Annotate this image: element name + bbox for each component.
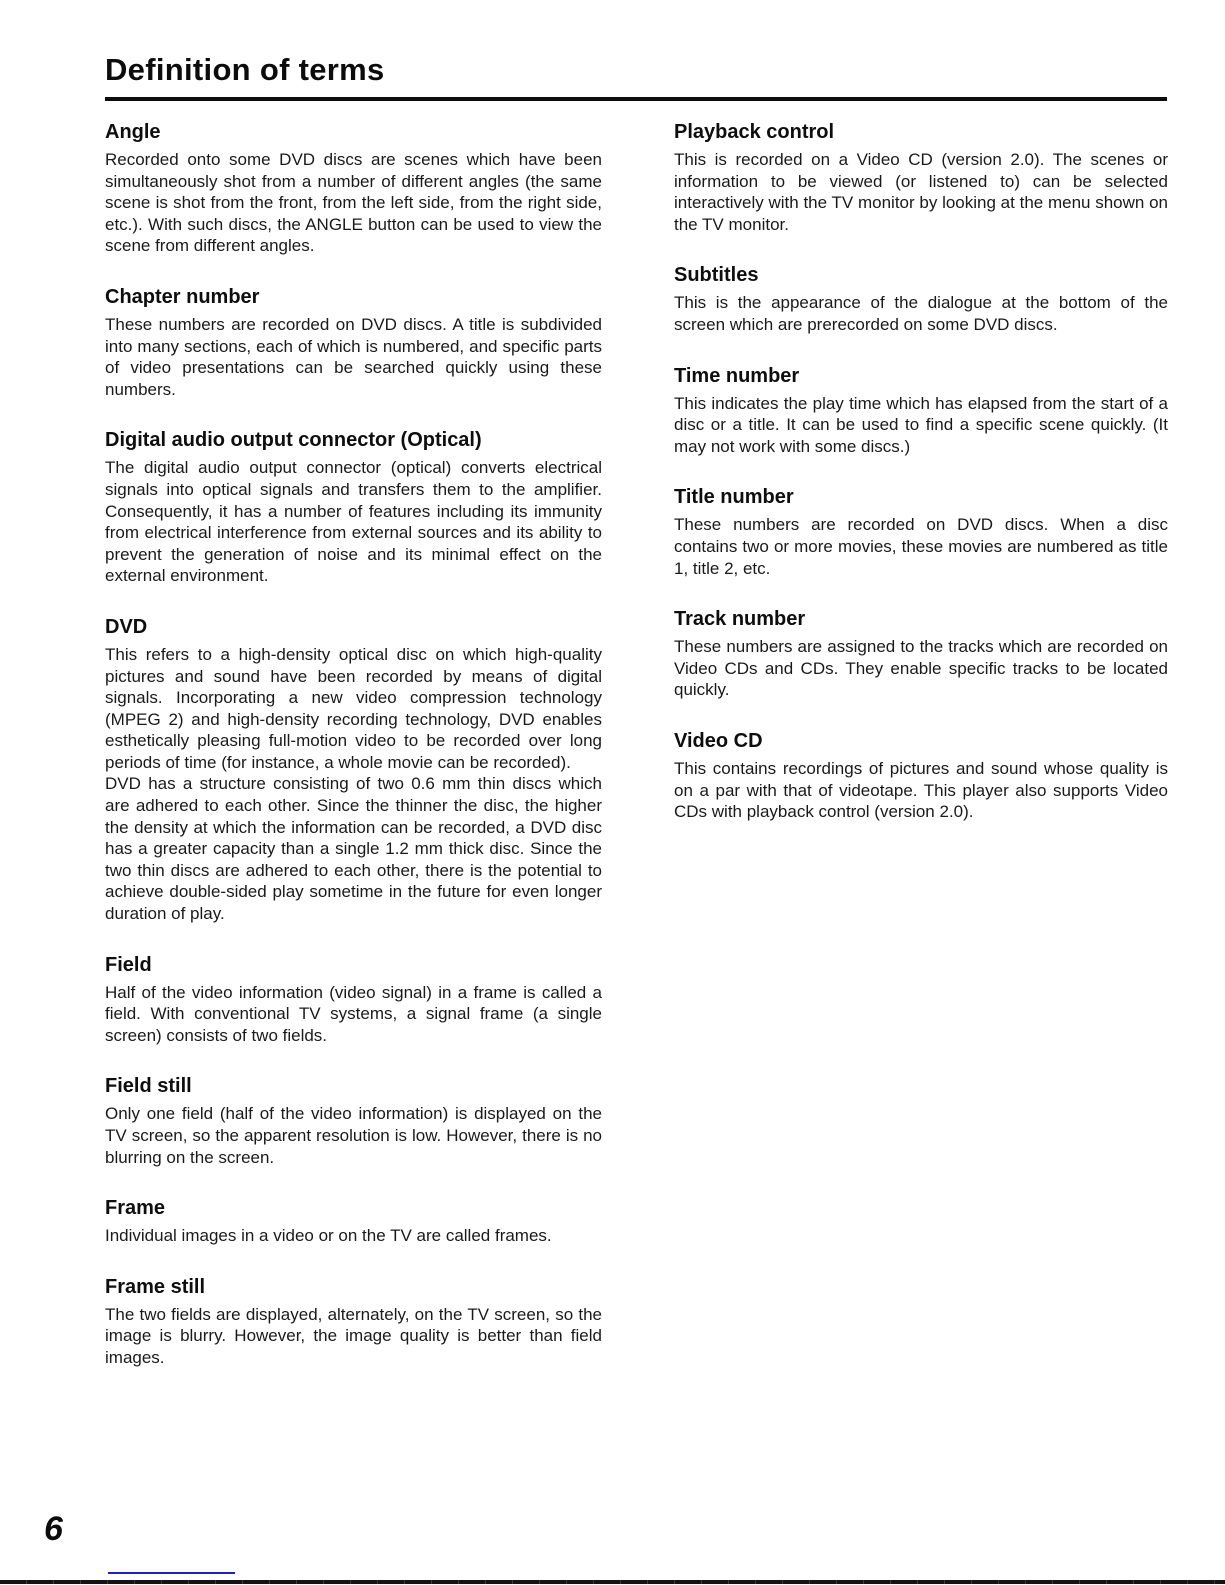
section-video-cd — [674, 730, 1168, 823]
section-field — [105, 954, 602, 1047]
section-field-still — [105, 1075, 602, 1168]
term-body: Individual images in a video or on the TV are called frames. — [105, 1226, 552, 1246]
term-heading: Frame still — [105, 1275, 206, 1298]
right-column — [674, 121, 1168, 1398]
term-heading: DVD — [105, 615, 148, 638]
term-body: These numbers are recorded on DVD discs. A title is subdivided into many sections, each of which is numbered, and specific parts of video presentations can be searched quickly using these numbers. — [105, 314, 602, 399]
left-column — [105, 121, 602, 1398]
term-heading: Field still — [105, 1075, 192, 1098]
term-body: The digital audio output connector (optical) converts electrical signals into optical signals and transfers them to the amplifier. Consequently, it has a number of features including its immunity from electrical interference from external sources and its ability to prevent the generation of noise and its minimal effect on the external environment. — [105, 458, 602, 586]
section-angle — [105, 121, 602, 257]
term-body: These numbers are assigned to the tracks which are recorded on Video CDs and CDs. They enable specific tracks to be located quickly. — [674, 637, 1168, 700]
term-body: This indicates the play time which has elapsed from the start of a disc or a title. It can be used to find a specific scene quickly. (It may not work with some discs.) — [674, 393, 1168, 456]
term-heading: Subtitles — [674, 264, 759, 287]
term-body: Recorded onto some DVD discs are scenes which have been simultaneously shot from a number of different angles (the same scene is shot from the front, from the left side, from the right side, etc.). With such discs, the ANGLE button can be used to view the scene from different angles. — [105, 150, 602, 256]
section-frame — [105, 1197, 602, 1247]
term-body: This contains recordings of pictures and sound whose quality is on a par with that of videotape. This player also supports Video CDs with playback control (version 2.0). — [674, 758, 1168, 822]
term-body: Only one field (half of the video information) is displayed on the TV screen, so the apparent resolution is low. However, there is no blurring on the screen. — [105, 1104, 602, 1167]
title-rule — [105, 97, 1167, 101]
section-chapter-number — [105, 286, 602, 400]
page-title: Definition of terms — [105, 52, 385, 87]
term-heading: Playback control — [674, 121, 835, 143]
term-body: Half of the video information (video signal) in a frame is called a field. With conventional TV systems, a signal frame (a single screen) consists of two fields. — [105, 982, 602, 1045]
section-dvd — [105, 616, 602, 925]
term-heading: Time number — [674, 364, 800, 387]
term-heading: Chapter number — [105, 285, 260, 308]
footer-accent-line — [108, 1572, 235, 1574]
term-heading: Frame — [105, 1197, 166, 1220]
term-body-continued: DVD has a structure consisting of two 0.6 mm thin discs which are adhered to each other. Since the thinner the disc, the higher the density at which the information can be recorded, a DVD disc has a greater capacity than a single 1.2 mm thick disc. Since the two thin discs are adhered to each other, there is the potential to achieve double-sided play sometime in the future for even longer duration of play. — [105, 774, 602, 924]
section-digital-audio-output — [105, 429, 602, 587]
term-heading: Digital audio output connector (Optical) — [105, 429, 482, 452]
term-heading: Track number — [674, 608, 806, 631]
section-subtitles — [674, 264, 1168, 335]
term-heading: Angle — [105, 121, 161, 143]
section-frame-still — [105, 1276, 602, 1369]
page-number: 6 — [44, 1510, 63, 1548]
term-body: This refers to a high-density optical disc on which high-quality pictures and sound have been recorded by means of digital signals. Incorporating a new video compression technology (MPEG 2) and high-density recording technology, DVD enables esthetically pleasing full-motion video to be recorded over long periods of time (for instance, a whole movie can be recorded). — [105, 644, 602, 772]
term-body: The two fields are displayed, alternately, on the TV screen, so the image is blurry. However, the image quality is better than field images. — [105, 1304, 602, 1367]
page-bottom-border — [0, 1580, 1225, 1584]
section-title-number — [674, 486, 1168, 579]
section-track-number — [674, 608, 1168, 701]
term-body: This is recorded on a Video CD (version 2.0). The scenes or information to be viewed (or listened to) can be selected interactively with the TV monitor by looking at the menu shown on the TV monitor. — [674, 150, 1168, 234]
two-column-layout — [105, 121, 1167, 1398]
section-playback-control — [674, 121, 1168, 235]
term-body: These numbers are recorded on DVD discs. When a disc contains two or more movies, these movies are numbered as title 1, title 2, etc. — [674, 515, 1168, 578]
section-time-number — [674, 365, 1168, 458]
term-heading: Video CD — [674, 729, 763, 752]
term-body: This is the appearance of the dialogue at the bottom of the screen which are prerecorded on some DVD discs. — [674, 293, 1168, 334]
term-heading: Field — [105, 953, 152, 976]
term-heading: Title number — [674, 486, 794, 509]
